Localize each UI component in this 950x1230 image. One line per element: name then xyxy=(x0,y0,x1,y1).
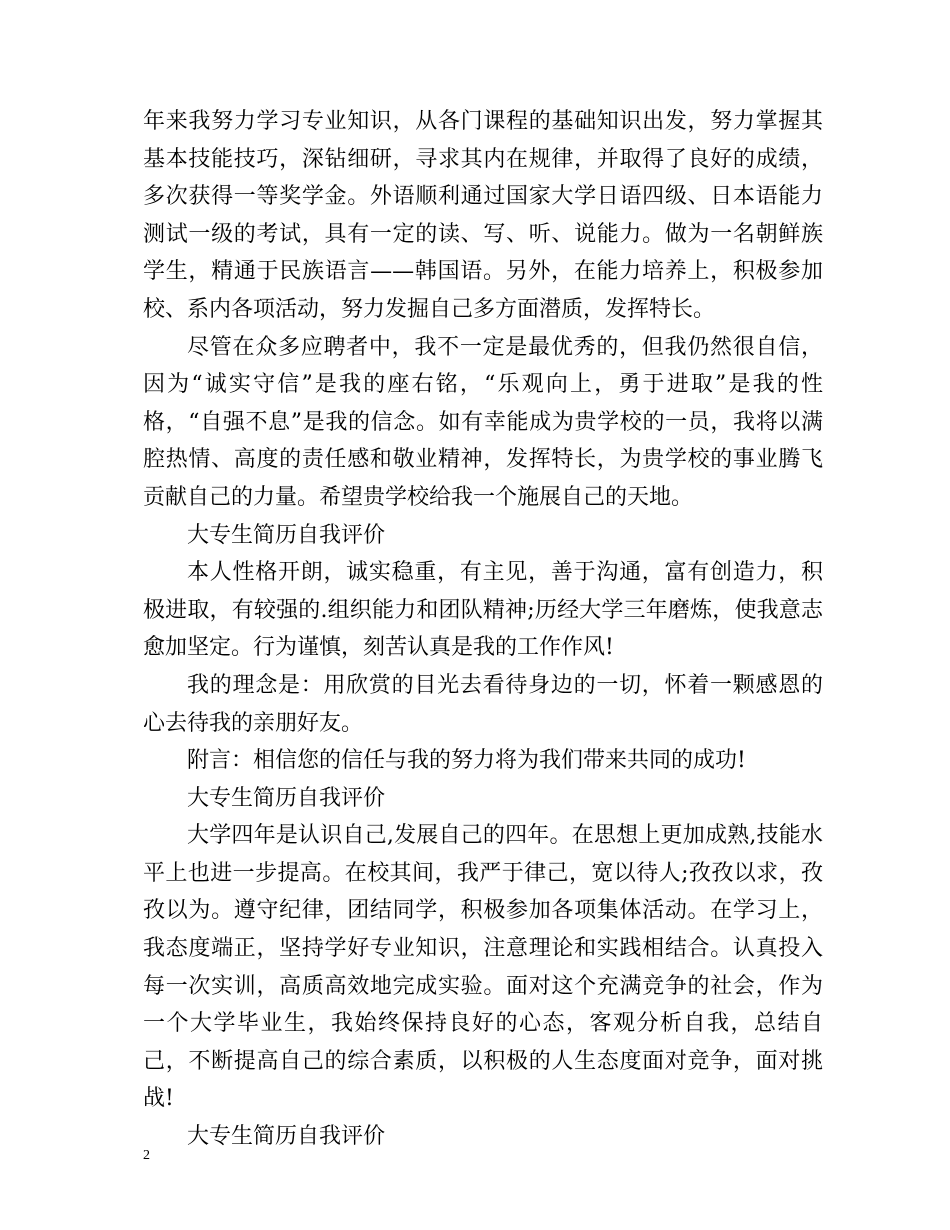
paragraph-5: 附言：相信您的信任与我的努力将为我们带来共同的成功! xyxy=(187,748,746,774)
section-heading-2: 大专生简历自我评价 xyxy=(187,785,386,811)
paragraph-2: 尽管在众多应聘者中，我不一定是最优秀的，但我仍然很自信，因为“诚实守信”是我的座右铭，“乐观向上，勇于进取”是我的性格，“自强不息”是我的信念。如有幸能成为贵学校的一员，我将以满腔热情、高度的责任感和敬业精神，发挥特长，为贵学校的事业腾飞贡献自己的力量。希望贵学校给我一个施展自己的天地。 xyxy=(143,334,823,510)
section-heading-3: 大专生简历自我评价 xyxy=(187,1124,386,1150)
paragraph-4: 我的理念是：用欣赏的目光去看待身边的一切，怀着一颗感恩的心去待我的亲朋好友。 xyxy=(143,672,823,736)
section-heading-1: 大专生简历自我评价 xyxy=(187,522,386,548)
paragraph-6: 大学四年是认识自己,发展自己的四年。在思想上更加成熟,技能水平上也进一步提高。在校其间，我严于律己，宽以待人;孜孜以求，孜孜以为。遵守纪律，团结同学，积极参加各项集体活动。在学习上，我态度端正，坚持学好专业知识，注意理论和实践相结合。认真投入每一次实训，高质高效地完成实验。面对这个充满竞争的社会，作为一个大学毕业生，我始终保持良好的心态，客观分析自我，总结自己，不断提高自己的综合素质，以积极的人生态度面对竞争，面对挑战! xyxy=(143,823,823,1112)
page-number: 2 xyxy=(143,1148,150,1163)
document-body xyxy=(143,103,823,1156)
paragraph-1: 年来我努力学习专业知识，从各门课程的基础知识出发，努力掌握其基本技能技巧，深钻细研，寻求其内在规律，并取得了良好的成绩，多次获得一等奖学金。外语顺利通过国家大学日语四级、日本语能力测试一级的考试，具有一定的读、写、听、说能力。做为一名朝鲜族学生，精通于民族语言——韩国语。另外，在能力培养上，积极参加校、系内各项活动，努力发掘自己多方面潜质，发挥特长。 xyxy=(143,109,823,322)
paragraph-3: 本人性格开朗，诚实稳重，有主见，善于沟通，富有创造力，积极进取，有较强的.组织能力和团队精神;历经大学三年磨炼，使我意志愈加坚定。行为谨慎，刻苦认真是我的工作作风! xyxy=(143,560,823,661)
